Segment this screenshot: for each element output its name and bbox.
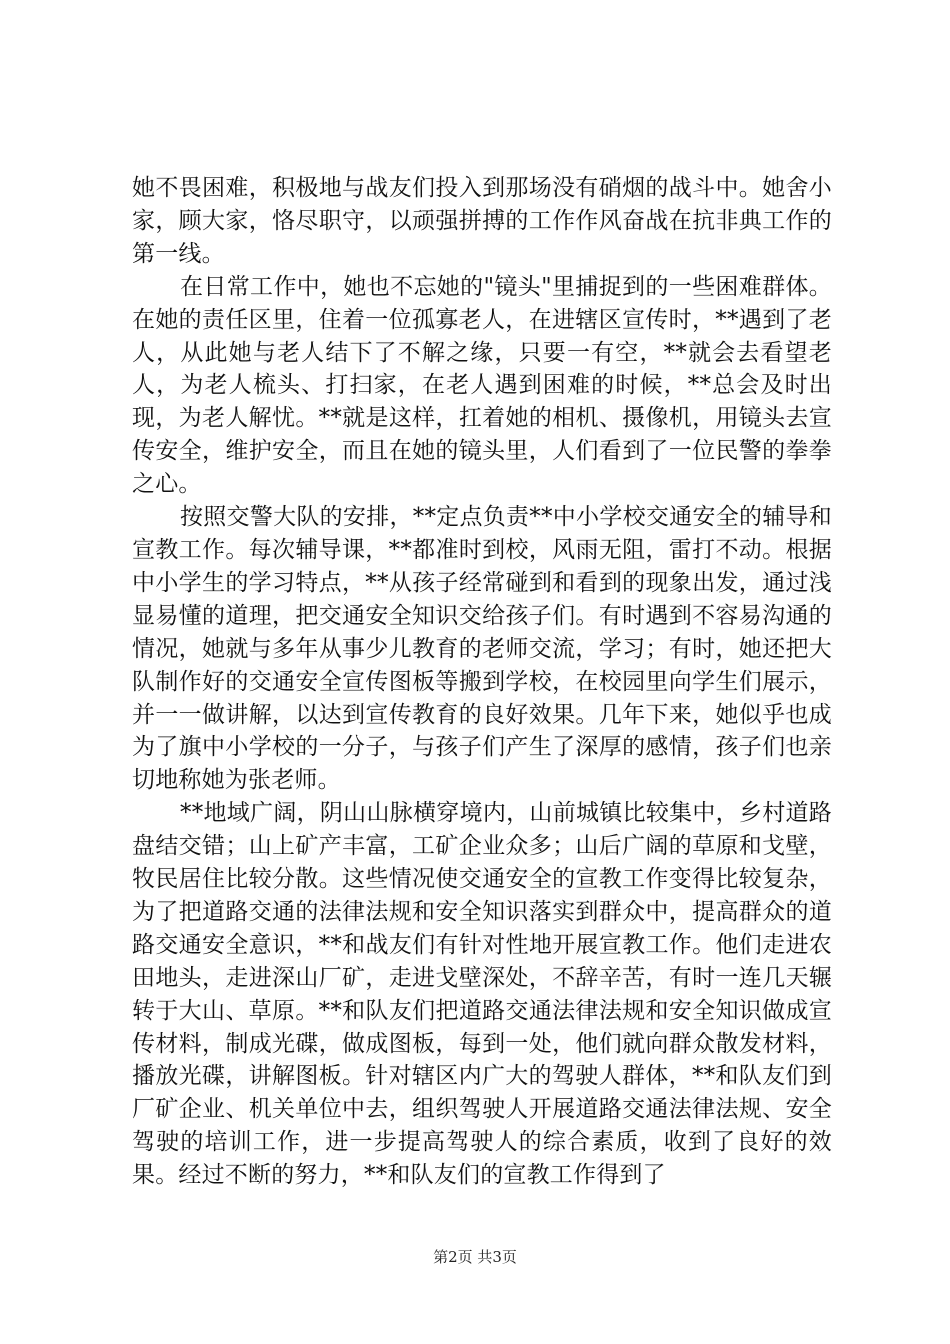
page-number-label: 第2页 共3页 <box>433 1248 517 1266</box>
paragraph-1: 她不畏困难，积极地与战友们投入到那场没有硝烟的战斗中。她舍小家，顾大家，恪尽职守，以顽强拼搏的工作作风奋战在抗非典工作的第一线。 <box>132 175 832 267</box>
document-body <box>132 172 832 1192</box>
page-footer <box>0 1246 950 1267</box>
paragraph-2: 在日常工作中，她也不忘她的"镜头"里捕捉到的一些困难群体。在她的责任区里，住着一位孤寡老人，在进辖区宣传时，**遇到了老人，从此她与老人结下了不解之缘，只要一有空，**就会去看望老人，为老人梳头、打扫家，在老人遇到困难的时候，**总会及时出现，为老人解忧。**就是这样，扛着她的相机、摄像机，用镜头去宣传安全，维护安全，而且在她的镜头里，人们看到了一位民警的拳拳之心。 <box>132 273 832 498</box>
paragraph-4: **地域广阔，阴山山脉横穿境内，山前城镇比较集中，乡村道路盘结交错；山上矿产丰富，工矿企业众多；山后广阔的草原和戈壁，牧民居住比较分散。这些情况使交通安全的宣教工作变得比较复杂，为了把道路交通的法律法规和安全知识落实到群众中，提高群众的道路交通安全意识，**和战友们有针对性地开展宣教工作。他们走进农田地头，走进深山厂矿，走进戈壁深处，不辞辛苦，有时一连几天辗转于大山、草原。**和队友们把道路交通法律法规和安全知识做成宣传材料，制成光碟，做成图板，每到一处，他们就向群众散发材料，播放光碟，讲解图板。针对辖区内广大的驾驶人群体，**和队友们到厂矿企业、机关单位中去，组织驾驶人开展道路交通法律法规、安全驾驶的培训工作，进一步提高驾驶人的综合素质，收到了良好的效果。经过不断的努力，**和队友们的宣教工作得到了 <box>132 800 832 1189</box>
paragraph-3: 按照交警大队的安排，**定点负责**中小学校交通安全的辅导和宣教工作。每次辅导课，**都准时到校，风雨无阻，雷打不动。根据中小学生的学习特点，**从孩子经常碰到和看到的现象出发，通过浅显易懂的道理，把交通安全知识交给孩子们。有时遇到不容易沟通的情况，她就与多年从事少儿教育的老师交流，学习；有时，她还把大队制作好的交通安全宣传图板等搬到学校，在校园里向学生们展示，并一一做讲解，以达到宣传教育的良好效果。几年下来，她似乎也成为了旗中小学校的一分子，与孩子们产生了深厚的感情，孩子们也亲切地称她为张老师。 <box>132 504 832 794</box>
